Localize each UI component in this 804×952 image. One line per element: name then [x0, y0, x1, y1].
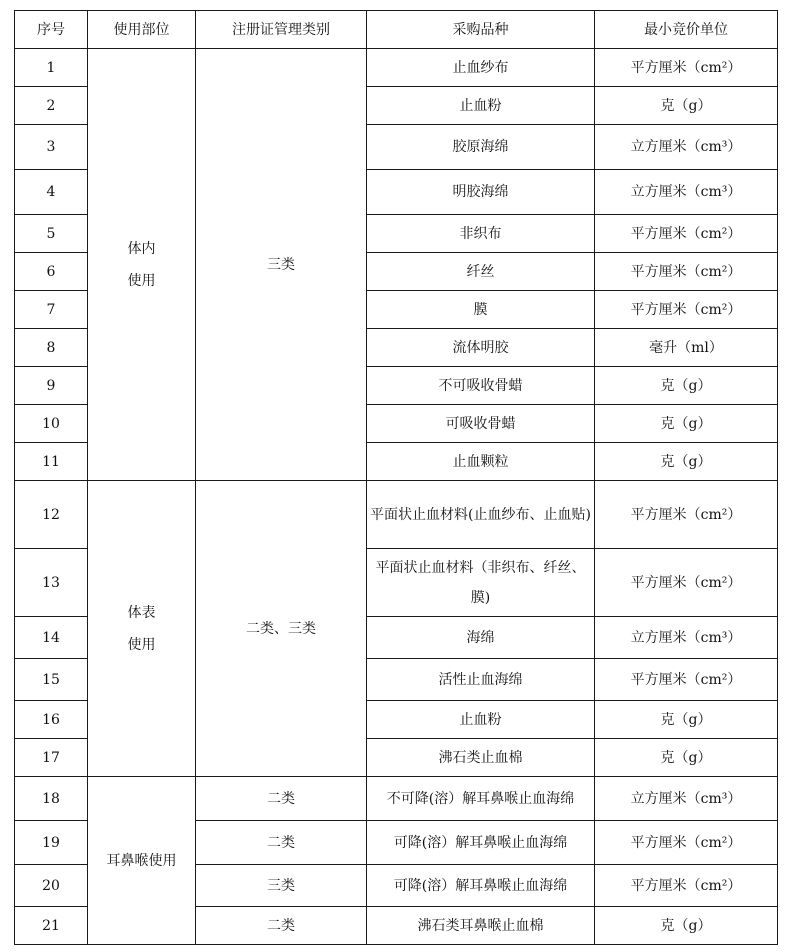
item-cell: 明胶海绵	[367, 170, 595, 215]
procurement-table-document	[14, 10, 778, 945]
unit-cell: 克（g）	[595, 701, 778, 739]
site-line: 使用	[127, 636, 156, 653]
serial-cell: 2	[15, 87, 88, 125]
unit-cell: 平方厘米（cm²）	[595, 253, 778, 291]
unit-cell: 平方厘米（cm²）	[595, 481, 778, 549]
serial-cell: 3	[15, 125, 88, 170]
item-cell: 非织布	[367, 215, 595, 253]
serial-cell: 5	[15, 215, 88, 253]
site-line: 体表	[127, 604, 156, 621]
unit-cell: 立方厘米（cm³）	[595, 125, 778, 170]
header-row	[15, 11, 778, 49]
item-cell: 可吸收骨蜡	[367, 405, 595, 443]
unit-cell: 立方厘米（cm³）	[595, 170, 778, 215]
serial-cell: 6	[15, 253, 88, 291]
serial-cell: 1	[15, 49, 88, 87]
category-cell: 二类	[196, 821, 367, 865]
serial-cell: 16	[15, 701, 88, 739]
item-cell: 沸石类止血棉	[367, 739, 595, 777]
unit-cell: 克（g）	[595, 739, 778, 777]
serial-cell: 4	[15, 170, 88, 215]
header-category: 注册证管理类别	[196, 11, 367, 49]
item-cell: 流体明胶	[367, 329, 595, 367]
unit-cell: 平方厘米（cm²）	[595, 659, 778, 701]
table-row	[15, 49, 778, 87]
serial-cell: 20	[15, 865, 88, 907]
serial-cell: 7	[15, 291, 88, 329]
site-cell-surface	[88, 481, 196, 777]
category-cell: 二类	[196, 907, 367, 945]
item-cell: 纤丝	[367, 253, 595, 291]
site-cell-ent: 耳鼻喉使用	[88, 777, 196, 945]
unit-cell: 平方厘米（cm²）	[595, 215, 778, 253]
item-cell: 膜	[367, 291, 595, 329]
item-cell: 止血粉	[367, 87, 595, 125]
item-cell: 平面状止血材料（非织布、纤丝、膜)	[367, 549, 595, 617]
item-cell: 止血粉	[367, 701, 595, 739]
serial-cell: 19	[15, 821, 88, 865]
serial-cell: 14	[15, 617, 88, 659]
item-cell: 不可降(溶）解耳鼻喉止血海绵	[367, 777, 595, 821]
unit-cell: 平方厘米（cm²）	[595, 549, 778, 617]
unit-cell: 平方厘米（cm²）	[595, 821, 778, 865]
serial-cell: 12	[15, 481, 88, 549]
item-cell: 沸石类耳鼻喉止血棉	[367, 907, 595, 945]
unit-cell: 平方厘米（cm²）	[595, 49, 778, 87]
serial-cell: 21	[15, 907, 88, 945]
serial-cell: 10	[15, 405, 88, 443]
header-site: 使用部位	[88, 11, 196, 49]
serial-cell: 9	[15, 367, 88, 405]
item-cell: 可降(溶）解耳鼻喉止血海绵	[367, 821, 595, 865]
item-cell: 止血纱布	[367, 49, 595, 87]
serial-cell: 15	[15, 659, 88, 701]
unit-cell: 克（g）	[595, 907, 778, 945]
unit-cell: 平方厘米（cm²）	[595, 291, 778, 329]
category-cell-internal: 三类	[196, 49, 367, 481]
category-cell-surface: 二类、三类	[196, 481, 367, 777]
unit-cell: 克（g）	[595, 405, 778, 443]
item-cell: 活性止血海绵	[367, 659, 595, 701]
unit-cell: 平方厘米（cm²）	[595, 865, 778, 907]
site-line: 体内	[127, 240, 156, 257]
serial-cell: 17	[15, 739, 88, 777]
site-line: 使用	[127, 272, 156, 289]
item-cell: 胶原海绵	[367, 125, 595, 170]
site-cell-internal	[88, 49, 196, 481]
unit-cell: 克（g）	[595, 367, 778, 405]
procurement-table	[14, 10, 778, 945]
unit-cell: 立方厘米（cm³）	[595, 777, 778, 821]
header-unit: 最小竞价单位	[595, 11, 778, 49]
serial-cell: 18	[15, 777, 88, 821]
table-row	[15, 777, 778, 821]
unit-cell: 克（g）	[595, 443, 778, 481]
header-serial: 序号	[15, 11, 88, 49]
serial-cell: 11	[15, 443, 88, 481]
category-cell: 三类	[196, 865, 367, 907]
unit-cell: 克（g）	[595, 87, 778, 125]
item-cell: 不可吸收骨蜡	[367, 367, 595, 405]
table-row	[15, 481, 778, 549]
item-cell: 海绵	[367, 617, 595, 659]
unit-cell: 毫升（ml）	[595, 329, 778, 367]
category-cell: 二类	[196, 777, 367, 821]
serial-cell: 8	[15, 329, 88, 367]
item-cell: 可降(溶）解耳鼻喉止血海绵	[367, 865, 595, 907]
serial-cell: 13	[15, 549, 88, 617]
unit-cell: 立方厘米（cm³）	[595, 617, 778, 659]
header-item: 采购品种	[367, 11, 595, 49]
item-cell: 平面状止血材料(止血纱布、止血贴)	[367, 481, 595, 549]
item-cell: 止血颗粒	[367, 443, 595, 481]
